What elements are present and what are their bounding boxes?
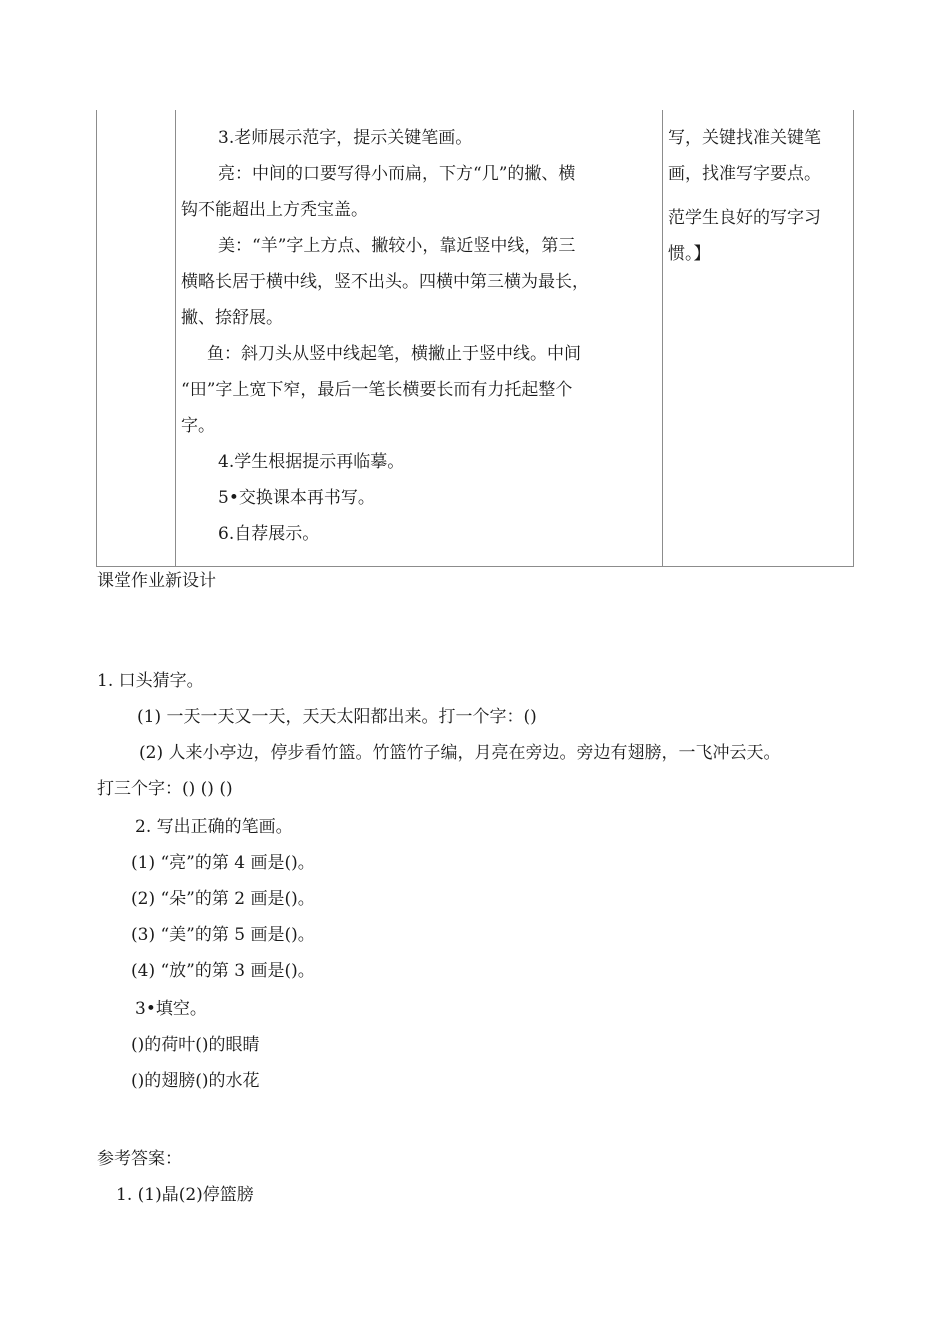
table-line: 范学生良好的写字习 [668,208,821,228]
table-border-right [853,110,854,567]
question-1-part-2: (2) 人来小亭边，停步看竹篮。竹篮竹子编，月亮在旁边。旁边有翅膀，一飞冲云天。 [139,743,781,763]
question-2-item: (4) “放”的第 3 画是()。 [131,961,315,981]
section-title: 课堂作业新设计 [97,571,216,591]
table-line: “田”字上宽下窄，最后一笔长横要长而有力托起整个 [181,380,573,400]
question-1-part-2-cont: 打三个字：() () () [97,779,233,799]
question-2-title: 2. 写出正确的笔画。 [135,817,293,837]
table-line: 横略长居于横中线，竖不出头。四横中第三横为最长， [181,272,589,292]
table-line: 写，关键找准关键笔 [668,128,821,148]
table-line: 3.老师展示范字，提示关键笔画。 [218,128,473,148]
table-line: 字。 [181,416,215,436]
table-middle-cell [181,120,659,552]
question-1-part-1: (1) 一天一天又一天，天天太阳都出来。打一个字：() [137,707,537,727]
table-line: 鱼：斜刀头从竖中线起笔，横撇止于竖中线。中间 [207,344,581,364]
table-line: 惯。】 [668,244,711,264]
question-3-item: ()的翅膀()的水花 [131,1071,260,1091]
answers-title: 参考答案： [97,1149,182,1169]
table-line: 画，找准写字要点。 [668,164,821,184]
table-line: 撇、捺舒展。 [181,308,283,328]
table-divider-2 [662,110,663,567]
table-line: 6.自荐展示。 [218,524,320,544]
table-right-cell [668,120,852,272]
question-3-title: 3•填空。 [135,999,207,1019]
table-line: 钩不能超出上方秃宝盖。 [181,200,368,220]
question-2-item: (3) “美”的第 5 画是()。 [131,925,315,945]
table-line: 5•交换课本再书写。 [218,488,375,508]
table-divider-1 [175,110,176,567]
question-2-item: (1) “亮”的第 4 画是()。 [131,853,315,873]
question-1-title: 1. 口头猜字。 [97,671,204,691]
table-line: 美：“羊”字上方点、撇较小，靠近竖中线，第三 [218,236,576,256]
table-border-left [96,110,97,567]
table-line: 亮：中间的口要写得小而扁，下方“几”的撇、横 [218,164,576,184]
question-3-item: ()的荷叶()的眼睛 [131,1035,260,1055]
question-2-item: (2) “朵”的第 2 画是()。 [131,889,315,909]
answer-1: 1. (1)晶(2)停篮膀 [116,1185,254,1205]
table-line: 4.学生根据提示再临摹。 [218,452,405,472]
